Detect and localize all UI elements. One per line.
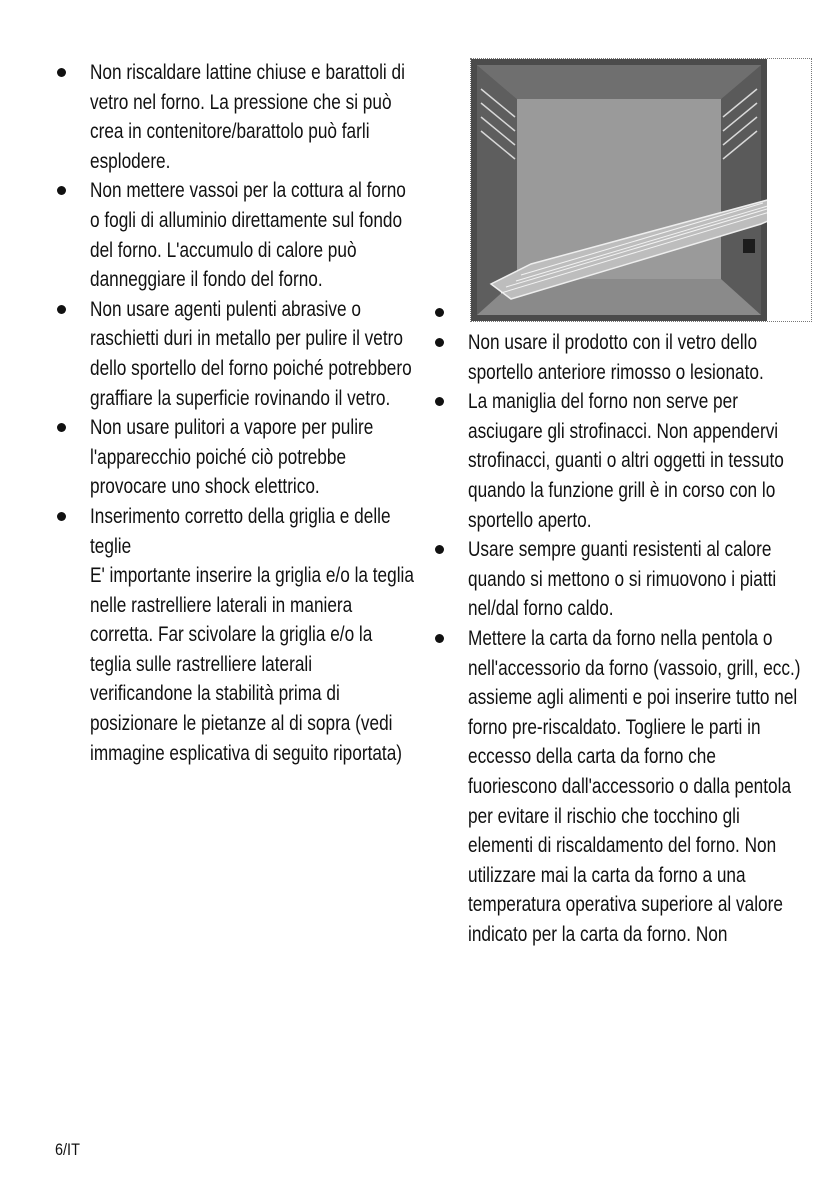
bullet-icon <box>435 397 444 406</box>
bullet-icon <box>435 634 444 643</box>
right-bullet-list <box>430 58 805 949</box>
list-item: La maniglia del forno non serve per asciugare gli strofinacci. Non appendervi strofinacci, guanti o altri oggetti in tessuto quando la funzione grill è in corso con lo sportello aperto. <box>430 387 805 535</box>
bullet-icon <box>57 305 66 314</box>
list-item: Mettere la carta da forno nella pentola o nell'accessorio da forno (vassoio, grill, ecc.) assieme agli alimenti e poi inserire tutto nel forno pre-riscaldato. Togliere le parti in eccesso della carta da forno che fuoriescono dall'accessorio o dalla pentola per evitare il rischio che tocchino gli elementi di riscaldamento del forno. Non utilizzare mai la carta da forno a una temperatura operativa superiore al valore indicato per la carta da forno. Non <box>430 624 805 950</box>
list-item: Non usare agenti pulenti abrasive o raschietti duri in metallo per pulire il vetro dello sportello del forno poiché potrebbero graffiare la superficie rovinando il vetro. <box>52 295 417 413</box>
bullet-icon <box>435 308 444 317</box>
list-item: Non mettere vassoi per la cottura al forno o fogli di alluminio direttamente sul fondo del forno. L'accumulo di calore può danneggiare il fondo del forno. <box>52 176 417 294</box>
bullet-icon <box>435 545 444 554</box>
list-item: Non riscaldare lattine chiuse e barattoli di vetro nel forno. La pressione che si può crea in contenitore/barattolo può farli esplodere. <box>52 58 417 176</box>
right-column <box>430 58 805 949</box>
list-item: Usare sempre guanti resistenti al calore quando si mettono o si rimuovono i piatti nel/dal forno caldo. <box>430 535 805 624</box>
list-item: Non usare pulitori a vapore per pulire l'apparecchio poiché ciò potrebbe provocare uno shock elettrico. <box>52 413 417 502</box>
bullet-icon <box>57 68 66 77</box>
list-item: Non usare il prodotto con il vetro dello sportello anteriore rimosso o lesionato. <box>430 328 805 387</box>
list-item-figure <box>430 58 805 328</box>
bullet-icon <box>57 423 66 432</box>
left-column <box>52 58 417 768</box>
list-item-rack-insertion <box>52 502 417 768</box>
bullet-icon <box>57 512 66 521</box>
page-number: 6/IT <box>55 1140 80 1159</box>
left-bullet-list <box>52 58 417 768</box>
rack-insertion-body: E' importante inserire la griglia e/o la teglia nelle rastrelliere laterali in maniera corretta. Far scivolare la griglia e/o la teglia sulle rastrelliere laterali verificandone la stabilità prima di posizionare le pietanze al di sopra (vedi immagine esplicativa di seguito riportata) <box>90 564 414 765</box>
oven-rack-illustration <box>470 58 812 322</box>
bullet-icon <box>435 338 444 347</box>
bullet-icon <box>57 186 66 195</box>
rack-insertion-title: Inserimento corretto della griglia e delle teglie <box>90 504 391 558</box>
